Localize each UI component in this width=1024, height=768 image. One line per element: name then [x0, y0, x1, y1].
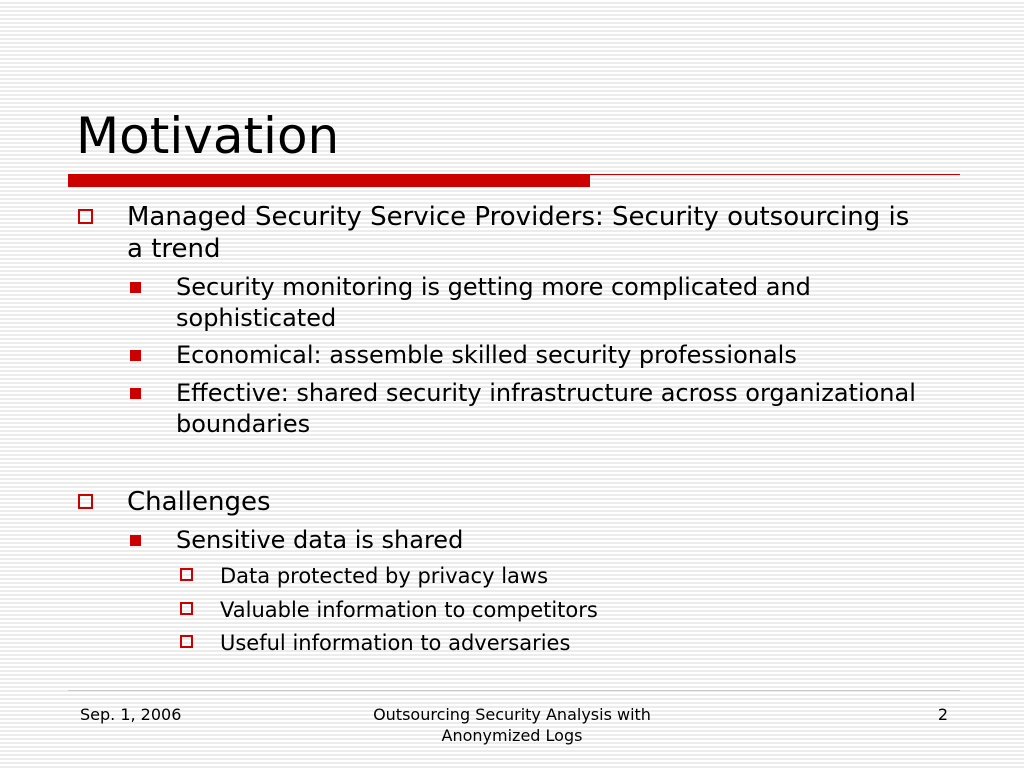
subbullet-effective: Effective: shared security infrastructure across organizational boundaries: [176, 379, 916, 438]
footer-title: Outsourcing Security Analysis with Anonymized Logs: [373, 705, 651, 745]
hollow-square-bullet-icon: [180, 568, 193, 581]
footer-divider: [68, 690, 960, 691]
hollow-square-bullet-icon: [180, 602, 193, 615]
bullet-challenges: Challenges: [127, 487, 271, 517]
solid-square-bullet-icon: [130, 535, 141, 546]
hollow-square-bullet-icon: [78, 494, 93, 509]
solid-square-bullet-icon: [130, 350, 141, 361]
subbullet-sensitive-data: Sensitive data is shared: [176, 526, 464, 554]
hollow-square-bullet-icon: [78, 209, 93, 224]
title-accent-bar: [68, 175, 590, 187]
subbullet-monitoring: Security monitoring is getting more complicated and sophisticated: [176, 273, 811, 332]
subsubbullet-adversaries: Useful information to adversaries: [220, 631, 571, 655]
solid-square-bullet-icon: [130, 282, 141, 293]
hollow-square-bullet-icon: [180, 635, 193, 648]
subsubbullet-competitors: Valuable information to competitors: [220, 598, 598, 622]
solid-square-bullet-icon: [130, 388, 141, 399]
footer-date: Sep. 1, 2006: [80, 705, 182, 724]
page-number: 2: [937, 705, 948, 724]
subbullet-economical: Economical: assemble skilled security professionals: [176, 341, 797, 369]
slide-title: Motivation: [76, 107, 340, 165]
subsubbullet-privacy-laws: Data protected by privacy laws: [220, 564, 549, 588]
bullet-managed-security: Managed Security Service Providers: Security outsourcing is a trend: [127, 202, 910, 264]
